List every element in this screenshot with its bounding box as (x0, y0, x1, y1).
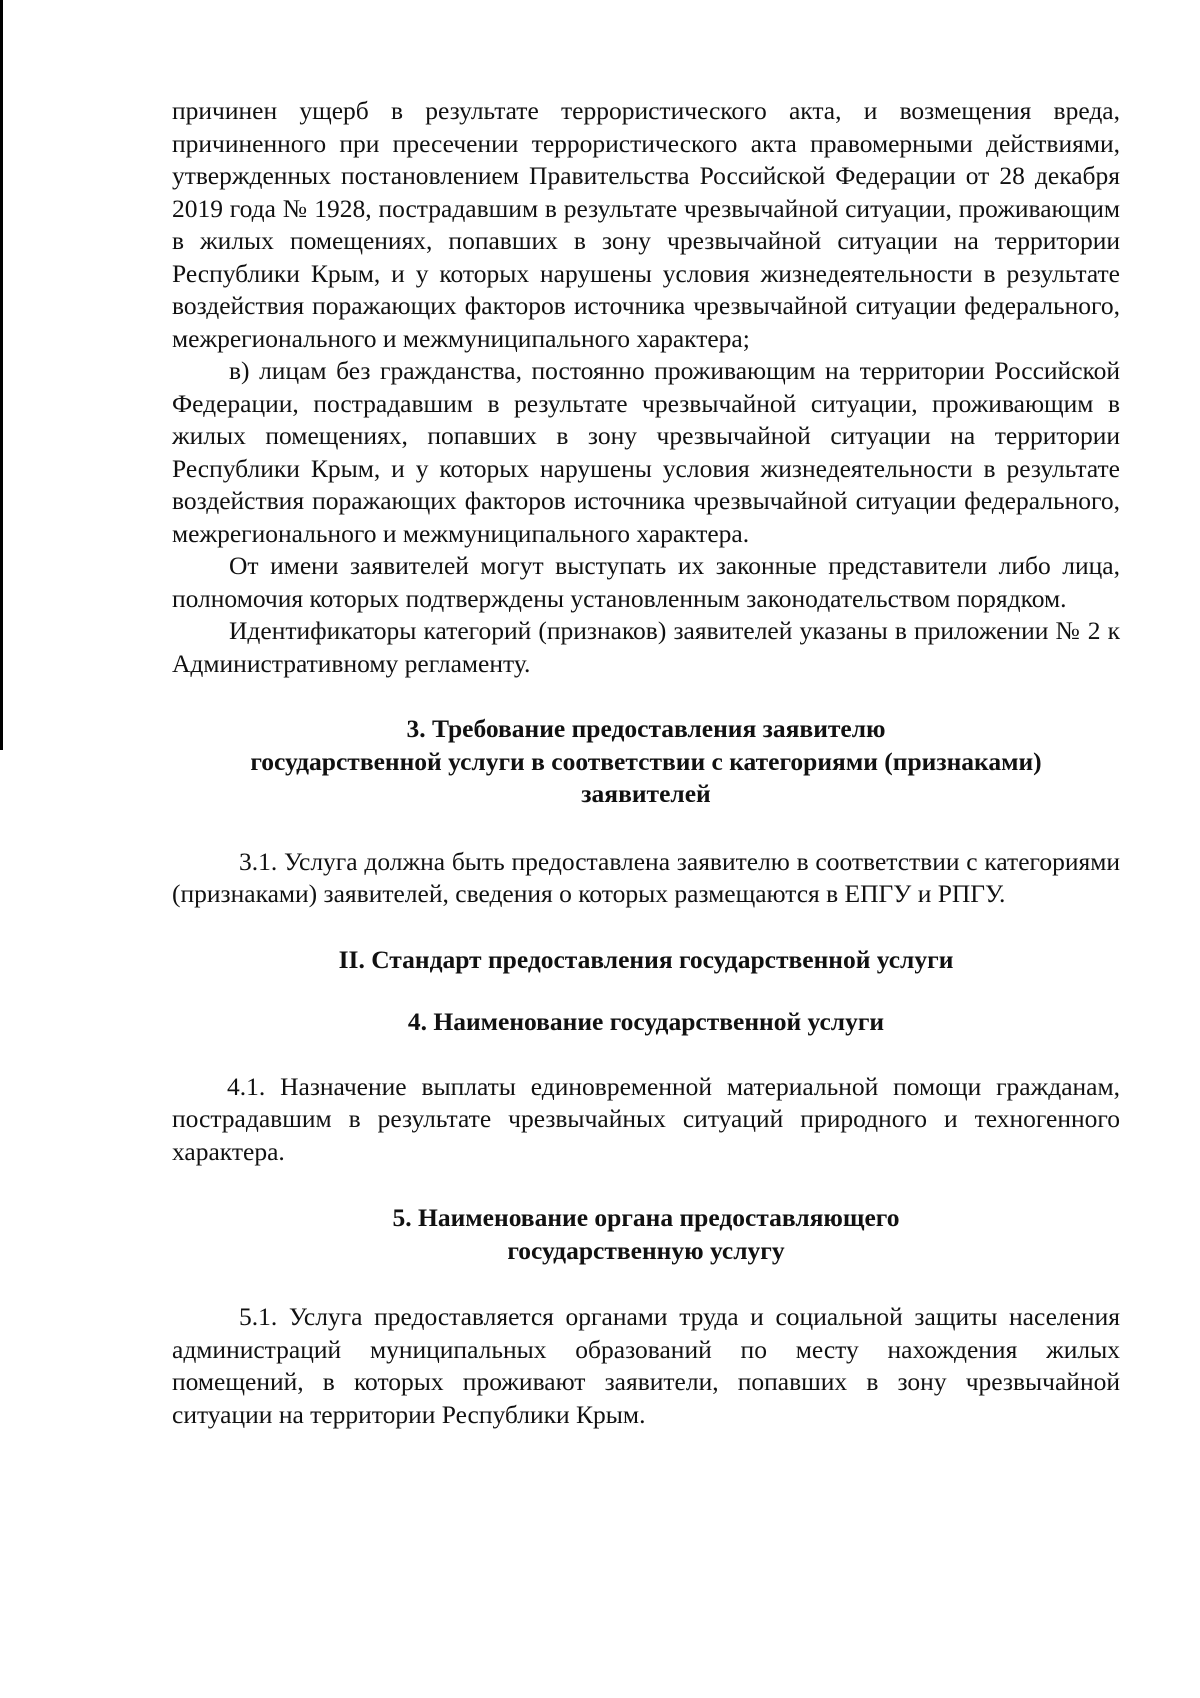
paragraph-representatives: От имени заявителей могут выступать их законные представители либо лица, полномочия которых подтверждены установленным законодательством порядком. (172, 551, 1120, 613)
scan-edge-mark (0, 0, 3, 750)
paragraph-5-1: 5.1. Услуга предоставляется органами труда и социальной защиты населения администраций муниципальных образований по месту нахождения жилых помещений, в которых проживают заявители, попавших в зону чрезвычайной ситуации на территории Республики Крым. (172, 1302, 1120, 1429)
heading-section-3-line-1: 3. Требование предоставления заявителю (406, 714, 886, 743)
paragraph-identifiers: Идентификаторы категорий (признаков) заявителей указаны в приложении № 2 к Административному регламенту. (172, 616, 1120, 678)
heading-section-5-line-2: государственную услугу (507, 1235, 785, 1265)
paragraph-4-1: 4.1. Назначение выплаты единовременной материальной помощи гражданам, пострадавшим в результате чрезвычайных ситуаций природного и техногенного характера. (172, 1071, 1120, 1166)
heading-part-2: II. Стандарт предоставления государственной услуги (338, 944, 954, 974)
heading-section-3-line-2: государственной услуги в соответствии с категориями (признаками) (250, 746, 1042, 776)
paragraph-continuation: причинен ущерб в результате террористического акта, и возмещения вреда, причиненного при пресечении террористического акта правомерными действиями, утвержденных постановлением Правительства Российской Федерации от 28 декабря 2019 года № 1928, пострадавшим в результате чрезвычайной ситуации, проживающим в жилых помещениях, попавших в зону чрезвычайной ситуации на территории Республики Крым, и у которых нарушены условия жизнедеятельности в результате воздействия поражающих факторов источника чрезвычайной ситуации федерального, межрегионального и межмуниципального характера; (172, 96, 1120, 353)
heading-section-5 (172, 1202, 1120, 1267)
heading-section-3 (172, 713, 1120, 811)
paragraph-3-1: 3.1. Услуга должна быть предоставлена заявителю в соответствии с категориями (признаками) заявителей, сведения о которых размещаются в ЕПГУ и РПГУ. (172, 846, 1120, 908)
heading-section-4: 4. Наименование государственной услуги (407, 1007, 885, 1036)
document-page (172, 95, 1120, 1431)
heading-section-5-line-1: 5. Наименование органа предоставляющего (392, 1203, 900, 1232)
paragraph-item-v: в) лицам без гражданства, постоянно проживающим на территории Российской Федерации, пострадавшим в результате чрезвычайной ситуации, проживающим в жилых помещениях, попавших в зону чрезвычайной ситуации на территории Республики Крым, и у которых нарушены условия жизнедеятельности в результате воздействия поражающих факторов источника чрезвычайной ситуации федерального, межрегионального и межмуниципального характера. (172, 356, 1120, 548)
heading-section-3-line-3: заявителей (581, 779, 711, 808)
